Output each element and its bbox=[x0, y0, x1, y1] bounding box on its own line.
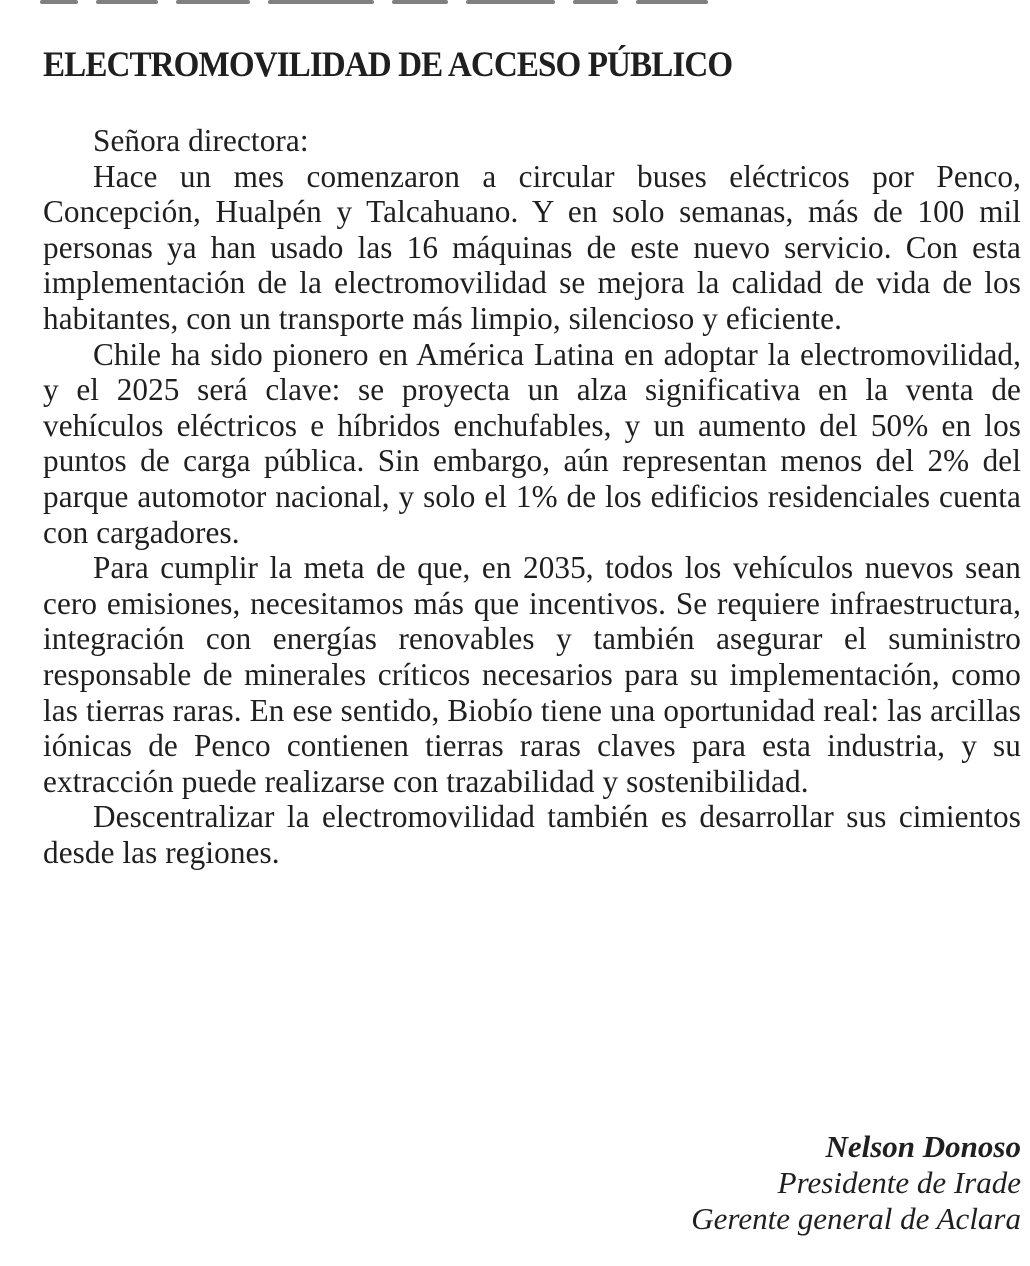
salutation: Señora directora: bbox=[93, 123, 309, 158]
top-rule-segment bbox=[268, 0, 374, 4]
author-name: Nelson Donoso bbox=[825, 1129, 1021, 1164]
paragraph-4: Descentralizar la electromovilidad también es desarrollar sus cimientos desde las regiones. bbox=[43, 799, 1021, 870]
letter-article bbox=[43, 40, 1021, 870]
top-rule-segment bbox=[573, 0, 618, 4]
top-rule-segment bbox=[176, 0, 250, 4]
top-rule-segment bbox=[636, 0, 708, 4]
top-rule-segment bbox=[466, 0, 555, 4]
signature-block bbox=[501, 1129, 1021, 1237]
author-title-1: Presidente de Irade bbox=[777, 1165, 1021, 1200]
top-rule-segment bbox=[40, 0, 78, 4]
article-headline: ELECTROMOVILIDAD DE ACCESO PÚBLICO bbox=[43, 44, 733, 84]
author-title-2: Gerente general de Aclara bbox=[691, 1201, 1021, 1236]
top-rule-segment bbox=[392, 0, 448, 4]
paragraph-3: Para cumplir la meta de que, en 2035, todos los vehículos nuevos sean cero emisiones, necesitamos más que incentivos. Se requiere infraestructura, integración con energías renovables y también asegurar el suministro responsable de minerales críticos necesarios para su implementación, como las tierras raras. En ese sentido, Biobío tiene una oportunidad real: las arcillas iónicas de Penco contienen tierras raras claves para esta industria, y su extracción puede realizarse con trazabilidad y sostenibilidad. bbox=[43, 550, 1021, 799]
top-rule-segment bbox=[96, 0, 158, 4]
top-rule bbox=[40, 0, 740, 7]
paragraph-1: Hace un mes comenzaron a circular buses eléctricos por Penco, Concepción, Hualpén y Talcahuano. Y en solo semanas, más de 100 mil personas ya han usado las 16 máquinas de este nuevo servicio. Con esta implementación de la electromovilidad se mejora la calidad de vida de los habitantes, con un transporte más limpio, silencioso y eficiente. bbox=[43, 158, 1021, 336]
paragraph-2: Chile ha sido pionero en América Latina en adoptar la electromovilidad, y el 2025 será clave: se proyecta un alza significativa en la venta de vehículos eléctricos e híbridos enchufables, y un aumento del 50% en los puntos de carga pública. Sin embargo, aún representan menos del 2% del parque automotor nacional, y solo el 1% de los edificios residenciales cuenta con cargadores. bbox=[43, 336, 1021, 550]
